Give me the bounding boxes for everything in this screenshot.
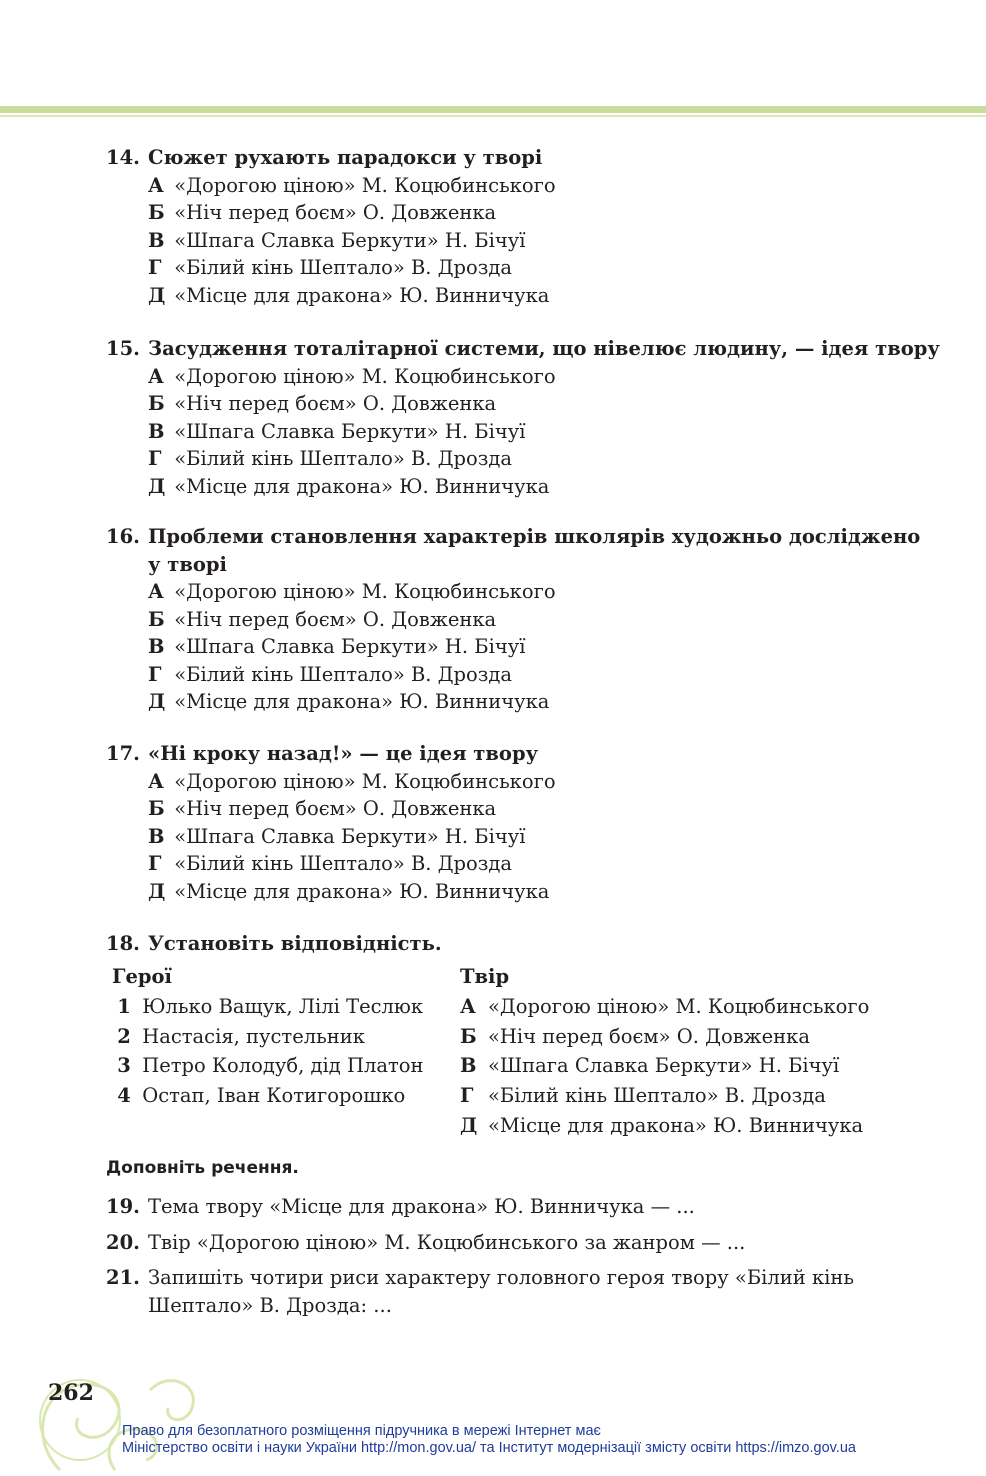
option-a: А «Дорогою ціною» М. Коцюбинського bbox=[148, 580, 556, 603]
question-stem: Засудження тоталітарної системи, що нівелює людину, — ідея твору bbox=[148, 337, 940, 360]
option-h: Г «Білий кінь Шептало» В. Дрозда bbox=[148, 256, 513, 279]
work-row: Д «Місце для дракона» Ю. Винничука bbox=[460, 1113, 864, 1137]
header-rule bbox=[0, 106, 986, 113]
option-h: Г «Білий кінь Шептало» В. Дрозда bbox=[148, 852, 513, 875]
question-number: 14. bbox=[106, 146, 140, 169]
option-v: В «Шпага Славка Беркути» Н. Бічуї bbox=[148, 824, 526, 848]
question-stem: Установіть відповідність. bbox=[148, 932, 442, 955]
option-a: А «Дорогою ціною» М. Коцюбинського bbox=[148, 364, 556, 388]
footer-line-1: Право для безоплатного розміщення підручника в мережі Інтернет має bbox=[122, 1423, 601, 1439]
option-d: Д «Місце для дракона» Ю. Винничука bbox=[148, 474, 550, 498]
question-stem: Проблеми становлення характерів школярів художньо досліджено bbox=[148, 525, 921, 548]
hero-row: 4 Остап, Іван Котигорошко bbox=[117, 1084, 406, 1108]
option-b: Б «Ніч перед боєм» О. Довженка bbox=[148, 392, 497, 415]
question-stem-continued: у творі bbox=[148, 552, 227, 576]
fill-item-19: 19. Тема твору «Місце для дракона» Ю. Винничука — ... bbox=[106, 1195, 695, 1218]
works-header: Твір bbox=[460, 965, 510, 988]
fill-item-21: 21. Запишіть чотири риси характеру головного героя твору «Білий кінь Шептало» В. Дрозда: ... bbox=[106, 1266, 855, 1317]
question-18 bbox=[106, 930, 896, 958]
question-number: 16. bbox=[106, 525, 140, 548]
question-16 bbox=[106, 523, 921, 716]
option-h: Г «Білий кінь Шептало» В. Дрозда bbox=[148, 447, 513, 470]
question-17 bbox=[106, 740, 896, 905]
question-stem: «Ні кроку назад!» — це ідея твору bbox=[148, 742, 539, 765]
heroes-header: Герої bbox=[112, 965, 172, 988]
hero-row: 2 Настасія, пустельник bbox=[117, 1024, 365, 1048]
work-row: Г «Білий кінь Шептало» В. Дрозда bbox=[460, 1084, 826, 1108]
hero-row: 1 Юлько Ващук, Лілі Теслюк bbox=[117, 994, 424, 1018]
question-number: 17. bbox=[106, 742, 140, 765]
hero-row: 3 Петро Колодуб, дід Платон bbox=[117, 1054, 424, 1078]
question-number: 18. bbox=[106, 932, 140, 955]
option-a: А «Дорогою ціною» М. Коцюбинського bbox=[148, 173, 556, 197]
option-b: Б «Ніч перед боєм» О. Довженка bbox=[148, 201, 497, 224]
option-b: Б «Ніч перед боєм» О. Довженка bbox=[148, 607, 497, 631]
option-v: В «Шпага Славка Беркути» Н. Бічуї bbox=[148, 419, 526, 443]
option-v: В «Шпага Славка Беркути» Н. Бічуї bbox=[148, 228, 526, 252]
footer-line-2: Міністерство освіти і науки України http://mon.gov.ua/ та Інститут модернізації змісту освіти https://imzo.gov.ua bbox=[122, 1440, 856, 1456]
option-v: В «Шпага Славка Беркути» Н. Бічуї bbox=[148, 635, 526, 658]
page-header-band bbox=[0, 0, 986, 104]
work-row: Б «Ніч перед боєм» О. Довженка bbox=[460, 1024, 810, 1048]
footer-license bbox=[122, 1423, 856, 1457]
heroes-column bbox=[112, 962, 424, 1111]
option-d: Д «Місце для дракона» Ю. Винничука bbox=[148, 879, 550, 903]
works-column bbox=[460, 962, 869, 1141]
option-a: А «Дорогою ціною» М. Коцюбинського bbox=[148, 769, 556, 793]
option-d: Д «Місце для дракона» Ю. Винничука bbox=[148, 690, 550, 713]
fill-item-20: 20. Твір «Дорогою ціною» М. Коцюбинського за жанром — ... bbox=[106, 1231, 746, 1254]
question-number: 15. bbox=[106, 337, 140, 360]
work-row: В «Шпага Славка Беркути» Н. Бічуї bbox=[460, 1054, 840, 1078]
option-h: Г «Білий кінь Шептало» В. Дрозда bbox=[148, 662, 513, 686]
work-row: А «Дорогою ціною» М. Коцюбинського bbox=[460, 994, 870, 1018]
question-15 bbox=[106, 335, 940, 500]
option-d: Д «Місце для дракона» Ю. Винничука bbox=[148, 283, 550, 307]
complete-sentences-header: Доповніть речення. bbox=[106, 1158, 299, 1178]
option-b: Б «Ніч перед боєм» О. Довженка bbox=[148, 797, 497, 820]
question-stem: Сюжет рухають парадокси у творі bbox=[148, 146, 543, 169]
page-number: 262 bbox=[48, 1380, 94, 1406]
header-rule-thin bbox=[0, 115, 986, 117]
question-14 bbox=[106, 144, 896, 309]
